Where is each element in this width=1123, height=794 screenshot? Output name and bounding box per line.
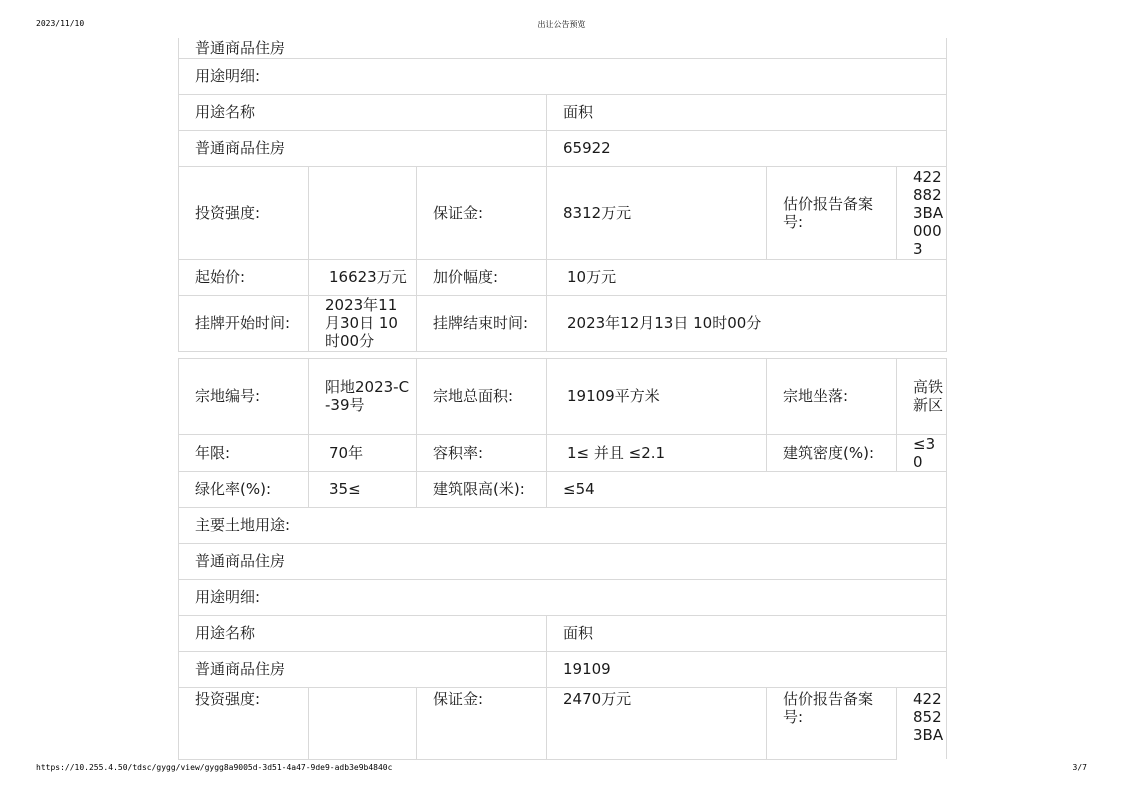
area-cell: 65922 — [547, 130, 947, 166]
use-name-cell: 普通商品住房 — [179, 130, 547, 166]
far-value: 1≤ 并且 ≤2.1 — [547, 434, 767, 471]
page-number: 3/7 — [1072, 763, 1087, 772]
land-use-value: 普通商品住房 — [179, 38, 947, 58]
use-detail-label: 用途明细: — [179, 58, 947, 94]
density-label: 建筑密度(%): — [767, 434, 897, 471]
area-cell: 19109 — [547, 651, 947, 687]
height-limit-label: 建筑限高(米): — [417, 471, 547, 507]
listing-end-label: 挂牌结束时间: — [417, 295, 547, 351]
green-rate-label: 绿化率(%): — [179, 471, 309, 507]
appraisal-label: 估价报告备案号: — [767, 166, 897, 259]
green-rate-value: 35≤ — [309, 471, 417, 507]
density-value: ≤30 — [897, 434, 947, 471]
parcel2-table — [178, 358, 947, 760]
location-value: 高铁新区 — [897, 358, 947, 434]
total-area-value: 19109平方米 — [547, 358, 767, 434]
deposit-value: 8312万元 — [547, 166, 767, 259]
listing-start-value: 2023年11月30日 10时00分 — [309, 295, 417, 351]
term-value: 70年 — [309, 434, 417, 471]
print-url: https://10.255.4.50/tdsc/gygg/view/gygg8a9005d-3d51-4a47-9de9-adb3e9b4840c — [36, 763, 393, 772]
investment-label: 投资强度: — [179, 687, 309, 759]
use-name-header: 用途名称 — [179, 615, 547, 651]
main-use-value: 普通商品住房 — [179, 543, 947, 579]
start-price-value: 16623万元 — [309, 259, 417, 295]
deposit-value: 2470万元 — [547, 687, 767, 759]
listing-end-value: 2023年12月13日 10时00分 — [547, 295, 947, 351]
investment-value — [309, 687, 417, 759]
parcel-code-label: 宗地编号: — [179, 358, 309, 434]
parcel-code-value: 阳地2023-C-39号 — [309, 358, 417, 434]
use-detail-label: 用途明细: — [179, 579, 947, 615]
increment-value: 10万元 — [547, 259, 947, 295]
area-header: 面积 — [547, 615, 947, 651]
total-area-label: 宗地总面积: — [417, 358, 547, 434]
increment-label: 加价幅度: — [417, 259, 547, 295]
location-label: 宗地坐落: — [767, 358, 897, 434]
deposit-label: 保证金: — [417, 687, 547, 759]
appraisal-label: 估价报告备案号: — [767, 687, 897, 759]
listing-start-label: 挂牌开始时间: — [179, 295, 309, 351]
print-date: 2023/11/10 — [36, 19, 85, 28]
investment-value — [309, 166, 417, 259]
appraisal-value: 4228823BA0003 — [897, 166, 947, 259]
use-name-cell: 普通商品住房 — [179, 651, 547, 687]
main-use-label: 主要土地用途: — [179, 507, 947, 543]
appraisal-value: 4228523BA — [897, 687, 947, 759]
parcel1-table — [178, 38, 947, 352]
announcement-content — [178, 38, 946, 758]
use-name-header: 用途名称 — [179, 94, 547, 130]
area-header: 面积 — [547, 94, 947, 130]
start-price-label: 起始价: — [179, 259, 309, 295]
height-limit-value: ≤54 — [547, 471, 947, 507]
far-label: 容积率: — [417, 434, 547, 471]
deposit-label: 保证金: — [417, 166, 547, 259]
print-title: 出让公告预览 — [537, 20, 586, 29]
investment-label: 投资强度: — [179, 166, 309, 259]
term-label: 年限: — [179, 434, 309, 471]
